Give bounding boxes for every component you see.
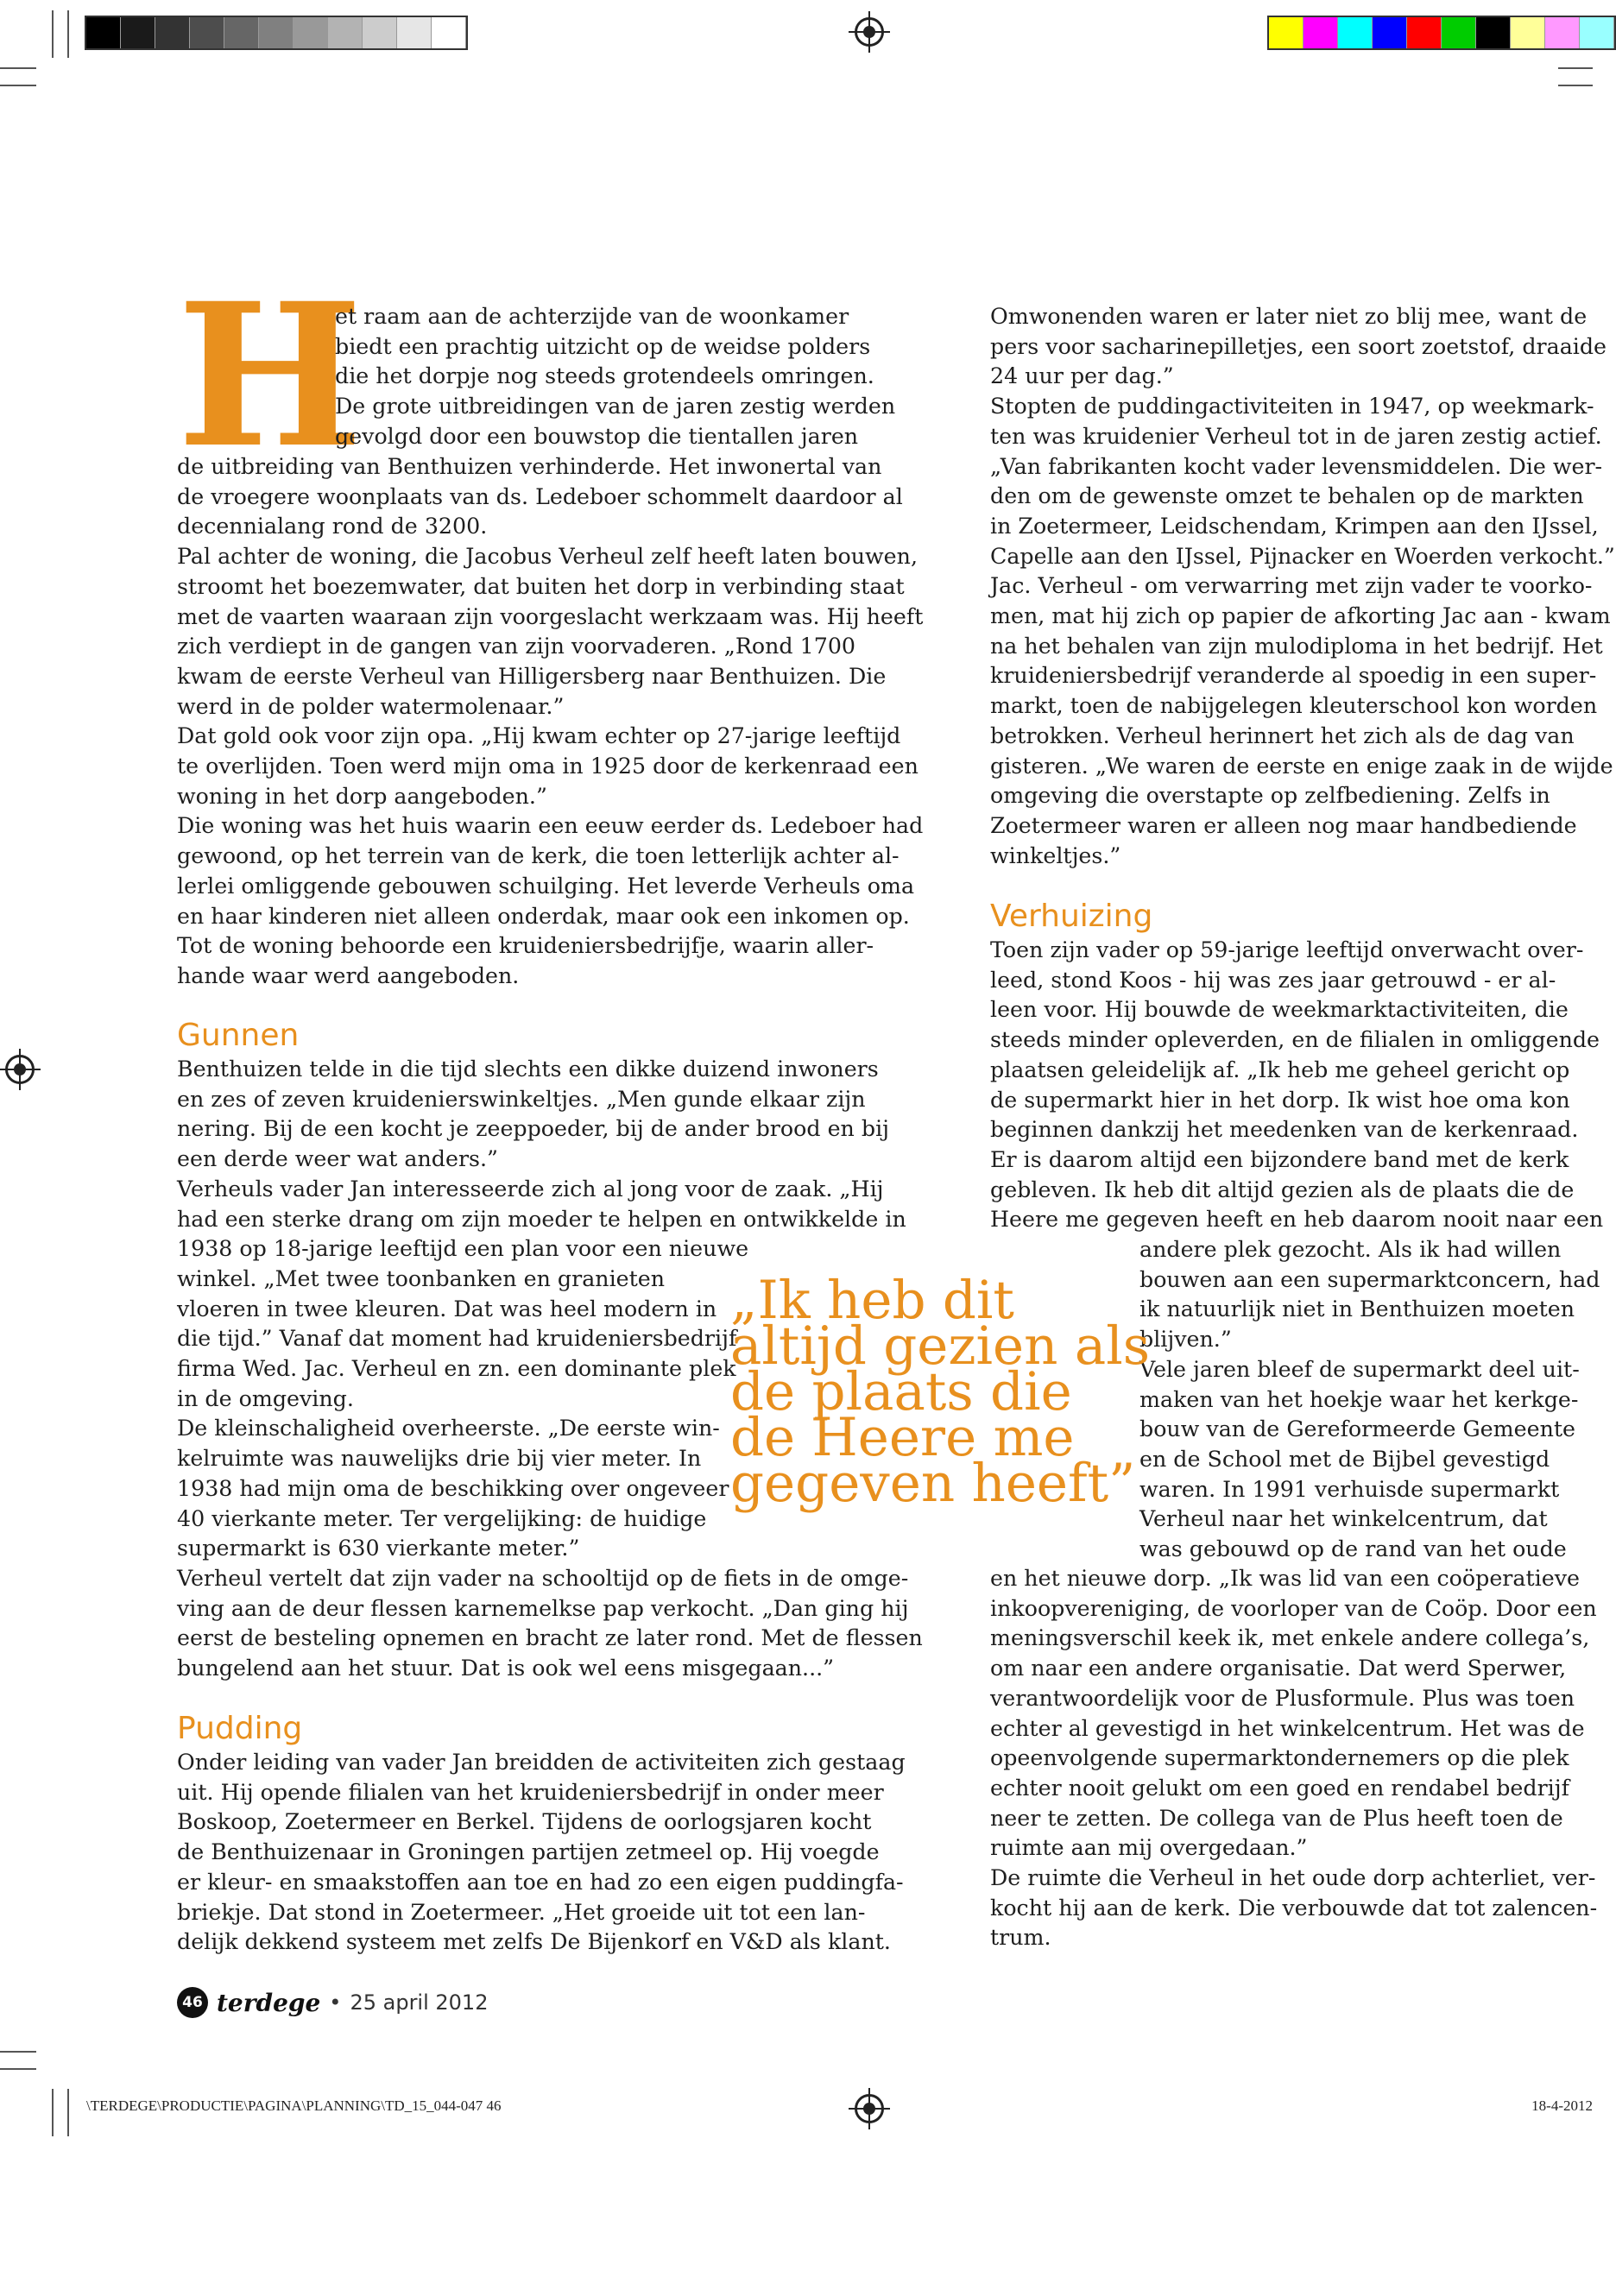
text-line: te overlijden. Toen werd mijn oma in 1925 door de kerkenraad een <box>177 754 918 779</box>
color-swatch <box>1580 17 1614 48</box>
pudding-body <box>177 1748 906 1958</box>
drop-cap: H <box>177 260 363 491</box>
text-line: blijven.” <box>1139 1327 1232 1353</box>
text-line: de vroegere woonplaats van ds. Ledeboer schommelt daardoor al <box>177 483 903 509</box>
text-line: Die woning was het huis waarin een eeuw eerder ds. Ledeboer had <box>177 813 924 839</box>
text-line: hande waar werd aangeboden. <box>177 962 520 988</box>
crop-mark <box>0 67 36 69</box>
text-line: werd in de polder watermolenaar.” <box>177 693 565 719</box>
text-line: de uitbreiding van Benthuizen verhinderde. Het inwonertal van <box>177 454 882 479</box>
crop-mark <box>0 2051 36 2053</box>
color-swatch <box>363 17 397 48</box>
text-line: in de omgeving. <box>177 1385 354 1411</box>
text-line: betrokken. Verheul herinnert het zich als de dag van <box>990 722 1575 748</box>
text-line: was gebouwd op de rand van het oude <box>1139 1536 1567 1562</box>
crop-mark <box>0 85 36 86</box>
text-line: Tot de woning behoorde een kruideniersbedrijfje, waarin aller- <box>177 933 874 959</box>
text-line: Omwonenden waren er later niet zo blij mee, want de <box>990 304 1588 329</box>
text-line: woning in het dorp aangeboden.” <box>177 783 547 809</box>
text-line: nering. Bij de een kocht je zeeppoeder, bij de ander brood en bij <box>177 1116 890 1142</box>
text-line: andere plek gezocht. Als ik had willen <box>1139 1237 1562 1262</box>
text-line: omgeving die overstapte op zelfbediening. Zelfs in <box>990 783 1550 809</box>
text-line: de supermarkt hier in het dorp. Ik wist hoe oma kon <box>990 1087 1570 1113</box>
text-line: briekje. Dat stond in Zoetermeer. „Het groeide uit tot een lan- <box>177 1899 866 1925</box>
text-line: Vele jaren bleef de supermarkt deel uit- <box>1139 1356 1580 1382</box>
text-line: Onder leiding van vader Jan breidden de activiteiten zich gestaag <box>177 1750 906 1775</box>
color-swatch <box>397 17 432 48</box>
text-line: kruideniersbedrijf veranderde al spoedig in een super- <box>990 663 1597 689</box>
color-swatch <box>1269 17 1304 48</box>
footer-separator: • <box>329 1990 342 2015</box>
heading-verhuizing: Verhuizing <box>990 899 1153 934</box>
text-line: een derde weer wat anders.” <box>177 1146 498 1172</box>
text-line: firma Wed. Jac. Verheul en zn. een dominante plek <box>177 1356 736 1382</box>
text-line: en haar kinderen niet alleen onderdak, maar ook een inkomen op. <box>177 903 910 929</box>
registration-mark-icon <box>855 17 884 47</box>
page-number: 46 <box>177 1987 208 2018</box>
crop-mark <box>67 10 69 58</box>
heading-gunnen: Gunnen <box>177 1018 300 1053</box>
color-swatch <box>1407 17 1442 48</box>
text-line: Er is daarom altijd een bijzondere band met de kerk <box>990 1146 1569 1172</box>
text-line: delijk dekkend systeem met zelfs De Bijenkorf en V&D als klant. <box>177 1929 891 1955</box>
text-line: de Heere me <box>730 1407 1075 1468</box>
color-swatch <box>432 17 466 48</box>
text-line: en zes of zeven kruidenierswinkeltjes. „Men gunde elkaar zijn <box>177 1086 866 1112</box>
crop-mark <box>0 2068 36 2070</box>
text-line: „Van fabrikanten kocht vader levensmiddelen. Die wer- <box>990 453 1603 479</box>
text-line: winkeltjes.” <box>990 842 1121 868</box>
right-column-top <box>990 302 1615 871</box>
text-line: den om de gewenste omzet te behalen op de markten <box>990 483 1584 509</box>
text-line: die het dorpje nog steeds grotendeels omringen. <box>335 363 874 389</box>
text-line: de plaats die <box>730 1361 1072 1422</box>
text-line: plaatsen geleidelijk af. „Ik heb me geheel gericht op <box>990 1057 1570 1082</box>
text-line: er kleur- en smaakstoffen aan toe en had zo een eigen puddingfa- <box>177 1869 904 1895</box>
registration-mark-icon <box>855 2094 884 2123</box>
magazine-logo: terdege <box>217 1988 321 2017</box>
text-line: kocht hij aan de kerk. Die verbouwde dat tot zalencen- <box>990 1895 1598 1921</box>
right-column-end <box>990 1564 1597 1953</box>
verhuizing-indented <box>1139 1235 1600 1565</box>
text-line: trum. <box>990 1925 1051 1951</box>
text-line: beginnen dankzij het meedenken van de kerkenraad. <box>990 1117 1579 1143</box>
color-swatch <box>294 17 328 48</box>
text-line: stroomt het boezemwater, dat buiten het dorp in verbinding staat <box>177 573 905 599</box>
text-line: kwam de eerste Verheul van Hilligersberg naar Benthuizen. Die <box>177 663 887 689</box>
text-line: et raam aan de achterzijde van de woonkamer <box>335 304 849 329</box>
text-line: Stopten de puddingactiviteiten in 1947, op weekmark- <box>990 394 1594 419</box>
text-line: die tijd.” Vanaf dat moment had kruideniersbedrijf <box>177 1326 737 1352</box>
file-path-slug: \TERDEGE\PRODUCTIE\PAGINA\PLANNING\TD_15_044-047 46 <box>86 2097 502 2114</box>
text-line: kelruimte was nauwelijks drie bij vier meter. In <box>177 1446 702 1472</box>
text-line: decennialang rond de 3200. <box>177 514 488 539</box>
intro-lines <box>335 302 895 452</box>
text-line: pers voor sacharinepilletjes, een soort zoetstof, draaide <box>990 333 1607 359</box>
text-line: om naar een andere organisatie. Dat werd Sperwer, <box>990 1656 1567 1681</box>
text-line: winkel. „Met twee toonbanken en granieten <box>177 1265 666 1291</box>
text-line: vloeren in twee kleuren. Dat was heel modern in <box>177 1296 717 1321</box>
text-line: echter al gevestigd in het winkelcentrum. Het was de <box>990 1715 1585 1741</box>
text-line: na het behalen van zijn mulodiploma in het bedrijf. Het <box>990 633 1603 659</box>
slug-date: 18-4-2012 <box>1531 2097 1593 2114</box>
crop-mark <box>52 2089 54 2136</box>
text-line: lerlei omliggende gebouwen schuilging. Het leverde Verheuls oma <box>177 873 915 899</box>
text-line: markt, toen de nabijgelegen kleuterschool kon worden <box>990 693 1598 719</box>
text-line: 1938 had mijn oma de beschikking over ongeveer <box>177 1475 729 1501</box>
crop-mark <box>1558 85 1593 86</box>
text-line: Benthuizen telde in die tijd slechts een dikke duizend inwoners <box>177 1057 879 1082</box>
text-line: eerst de besteling opnemen en bracht ze later rond. Met de flessen <box>177 1625 923 1651</box>
text-line: 40 vierkante meter. Ter vergelijking: de huidige <box>177 1505 707 1531</box>
text-line: 24 uur per dag.” <box>990 363 1174 389</box>
text-line: ten was kruidenier Verheul tot in de jaren zestig actief. <box>990 423 1602 449</box>
text-line: inkoopvereniging, de voorloper van de Coöp. Door een <box>990 1595 1597 1621</box>
text-line: gevolgd door een bouwstop die tientallen jaren <box>335 423 859 449</box>
text-line: meningsverschil keek ik, met enkele andere collega’s, <box>990 1625 1590 1651</box>
text-line: Verheul naar het winkelcentrum, dat <box>1139 1506 1548 1532</box>
color-swatch <box>190 17 224 48</box>
color-swatch <box>1511 17 1545 48</box>
pull-quote <box>730 1270 1151 1514</box>
issue-date: 25 april 2012 <box>350 1990 489 2015</box>
text-line: ruimte aan mij overgedaan.” <box>990 1835 1308 1861</box>
text-line: opeenvolgende supermarktondernemers op die plek <box>990 1745 1569 1771</box>
text-line: supermarkt is 630 vierkante meter.” <box>177 1536 580 1561</box>
text-line: en de School met de Bijbel gevestigd <box>1139 1446 1550 1472</box>
text-line: ik natuurlijk niet in Benthuizen moeten <box>1139 1296 1575 1322</box>
color-swatch <box>155 17 190 48</box>
text-line: „Ik heb dit <box>730 1270 1014 1331</box>
text-line: in Zoetermeer, Leidschendam, Krimpen aan den IJssel, <box>990 513 1599 539</box>
text-line: De ruimte die Verheul in het oude dorp achterliet, ver- <box>990 1865 1596 1891</box>
text-line: 1938 op 18-jarige leeftijd een plan voor een nieuwe <box>177 1236 749 1262</box>
text-line: gebleven. Ik heb dit altijd gezien als de plaats die de <box>990 1176 1575 1202</box>
text-line: Verheuls vader Jan interesseerde zich al jong voor de zaak. „Hij <box>177 1176 884 1202</box>
crop-mark <box>52 10 54 58</box>
color-swatch <box>1476 17 1511 48</box>
registration-mark-icon <box>5 1055 35 1084</box>
color-swatch <box>1373 17 1407 48</box>
text-line: had een sterke drang om zijn moeder te helpen en ontwikkelde in <box>177 1206 906 1232</box>
text-line: leen voor. Hij bouwde de weekmarktactiviteiten, die <box>990 997 1569 1023</box>
text-line: verantwoordelijk voor de Plusformule. Plus was toen <box>990 1685 1575 1711</box>
color-swatch <box>259 17 294 48</box>
text-line: Toen zijn vader op 59-jarige leeftijd onverwacht over- <box>990 937 1584 962</box>
text-line: ving aan de deur flessen karnemelkse pap verkocht. „Dan ging hij <box>177 1595 909 1621</box>
page-footer <box>177 1987 488 2018</box>
text-line: met de vaarten waaraan zijn voorgeslacht werkzaam was. Hij heeft <box>177 603 924 629</box>
text-line: uit. Hij opende filialen van het kruideniersbedrijf in onder meer <box>177 1779 884 1805</box>
verhuizing-body <box>990 936 1603 1235</box>
text-line: Heere me gegeven heeft en heb daarom nooit naar een <box>990 1207 1604 1233</box>
color-swatch <box>328 17 363 48</box>
text-line: leed, stond Koos - hij was zes jaar getrouwd - er al- <box>990 967 1556 993</box>
color-swatch <box>224 17 259 48</box>
text-line: neer te zetten. De collega van de Plus heeft toen de <box>990 1805 1563 1831</box>
text-line: Dat gold ook voor zijn opa. „Hij kwam echter op 27-jarige leeftijd <box>177 723 901 749</box>
text-line: Capelle aan den IJssel, Pijnacker en Woerden verkocht.” <box>990 543 1615 569</box>
text-line: De grote uitbreidingen van de jaren zestig werden <box>335 394 896 419</box>
text-line: bouw van de Gereformeerde Gemeente <box>1139 1416 1576 1442</box>
grayscale-calibration-bar <box>85 16 468 50</box>
text-line: gegeven heeft” <box>730 1453 1136 1514</box>
text-line: gewoond, op het terrein van de kerk, die toen letterlijk achter al- <box>177 843 900 869</box>
heading-pudding: Pudding <box>177 1711 303 1746</box>
text-line: altijd gezien als <box>730 1315 1151 1377</box>
text-line: Jac. Verheul - om verwarring met zijn vader te voorko- <box>990 573 1593 599</box>
text-line: bouwen aan een supermarktconcern, had <box>1139 1266 1600 1292</box>
left-column-body <box>177 452 923 992</box>
text-line: waren. In 1991 verhuisde supermarkt <box>1139 1476 1560 1502</box>
color-swatch <box>1338 17 1373 48</box>
color-swatch <box>86 17 121 48</box>
color-calibration-bar <box>1267 16 1616 50</box>
color-swatch <box>1304 17 1338 48</box>
text-line: Boskoop, Zoetermeer en Berkel. Tijdens de oorlogsjaren kocht <box>177 1809 872 1835</box>
text-line: Pal achter de woning, die Jacobus Verheul zelf heeft laten bouwen, <box>177 544 918 570</box>
text-line: en het nieuwe dorp. „Ik was lid van een coöperatieve <box>990 1566 1580 1591</box>
crop-mark <box>67 2089 69 2136</box>
text-line: biedt een prachtig uitzicht op de weidse polders <box>335 333 871 359</box>
color-swatch <box>121 17 155 48</box>
text-line: De kleinschaligheid overheerste. „De eerste win- <box>177 1416 720 1441</box>
text-line: Zoetermeer waren er alleen nog maar handbediende <box>990 812 1577 838</box>
text-line: bungelend aan het stuur. Dat is ook wel eens misgegaan...” <box>177 1656 835 1681</box>
text-line: maken van het hoekje waar het kerkge- <box>1139 1386 1579 1412</box>
text-line: men, mat hij zich op papier de afkorting Jac aan - kwam <box>990 603 1611 629</box>
crop-mark <box>1558 67 1593 69</box>
text-line: echter nooit gelukt om een goed en rendabel bedrijf <box>990 1775 1569 1801</box>
color-swatch <box>1545 17 1580 48</box>
color-swatch <box>1442 17 1476 48</box>
text-line: de Benthuizenaar in Groningen partijen zetmeel op. Hij voegde <box>177 1839 880 1865</box>
text-line: gisteren. „We waren de eerste en enige zaak in de wijde <box>990 753 1613 779</box>
text-line: Verheul vertelt dat zijn vader na schooltijd op de fiets in de omge- <box>177 1565 909 1591</box>
text-line: steeds minder opleverden, en de filialen in omliggende <box>990 1027 1600 1053</box>
text-line: zich verdiept in de gangen van zijn voorvaderen. „Rond 1700 <box>177 634 856 659</box>
